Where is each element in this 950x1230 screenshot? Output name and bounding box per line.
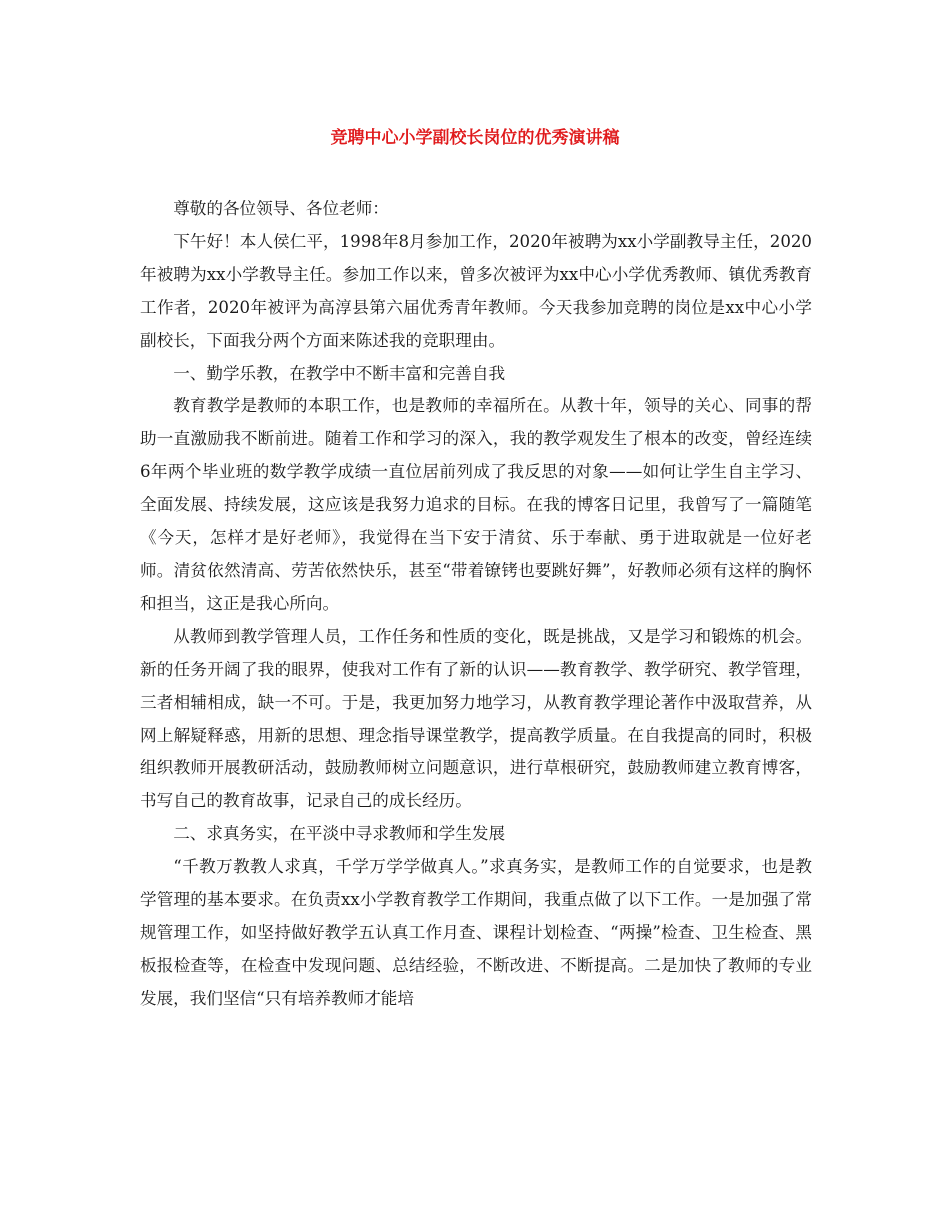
section-heading-2: 二、求真务实，在平淡中寻求教师和学生发展: [173, 824, 506, 844]
document-title: 竞聘中心小学副校长岗位的优秀演讲稿: [330, 128, 620, 148]
introduction-paragraph: 下午好！本人侯仁平，1998年8月参加工作，2020年被聘为xx小学副教导主任，2020年被聘为xx小学教导主任。参加工作以来，曾多次被评为xx中心小学优秀教师、镇优秀教育工作者，2020年被评为高淳县第六届优秀青年教师。今天我参加竞聘的岗位是xx中心小学副校长，下面我分两个方面来陈述我的竞职理由。: [140, 231, 812, 350]
body-paragraph: 教育教学是教师的本职工作，也是教师的幸福所在。从教十年，领导的关心、同事的帮助一直激励我不断前进。随着工作和学习的深入，我的教学观发生了根本的改变，曾经连续6年两个毕业班的数学教学成绩一直位居前列成了我反思的对象——如何让学生自主学习、全面发展、持续发展，这应该是我努力追求的目标。在我的博客日记里，我曾写了一篇随笔《今天，怎样才是好老师》，我觉得在当下安于清贫、乐于奉献、勇于进取就是一位好老师。清贫依然清高、劳苦依然快乐，甚至“带着镣铐也要跳好舞”，好教师必须有这样的胸怀和担当，这正是我心所向。: [140, 396, 812, 613]
body-paragraph: “千教万教教人求真，千学万学学做真人。”求真务实，是教师工作的自觉要求，也是教学管理的基本要求。在负责xx小学教育教学工作期间，我重点做了以下工作。一是加强了常规管理工作，如坚持做好教学五认真工作月查、课程计划检查、“两操”检查、卫生检查、黑板报检查等，在检查中发现问题、总结经验，不断改进、不断提高。二是加快了教师的专业发展，我们坚信“只有培养教师才能培: [140, 857, 812, 1008]
greeting-paragraph: 尊敬的各位领导、各位老师：: [173, 199, 389, 218]
body-paragraph: 从教师到教学管理人员，工作任务和性质的变化，既是挑战，又是学习和锻炼的机会。新的任务开阔了我的眼界，使我对工作有了新的认识——教育教学、教学研究、教学管理，三者相辅相成，缺一不可。于是，我更加努力地学习，从教育教学理论著作中汲取营养，从网上解疑释惑，用新的思想、理念指导课堂教学，提高教学质量。在自我提高的同时，积极组织教师开展教研活动，鼓励教师树立问题意识，进行草根研究，鼓励教师建立教育博客，书写自己的教育故事，记录自己的成长经历。: [140, 626, 812, 811]
document-body: [140, 193, 812, 1016]
section-heading-1: 一、勤学乐教，在教学中不断丰富和完善自我: [173, 363, 506, 383]
